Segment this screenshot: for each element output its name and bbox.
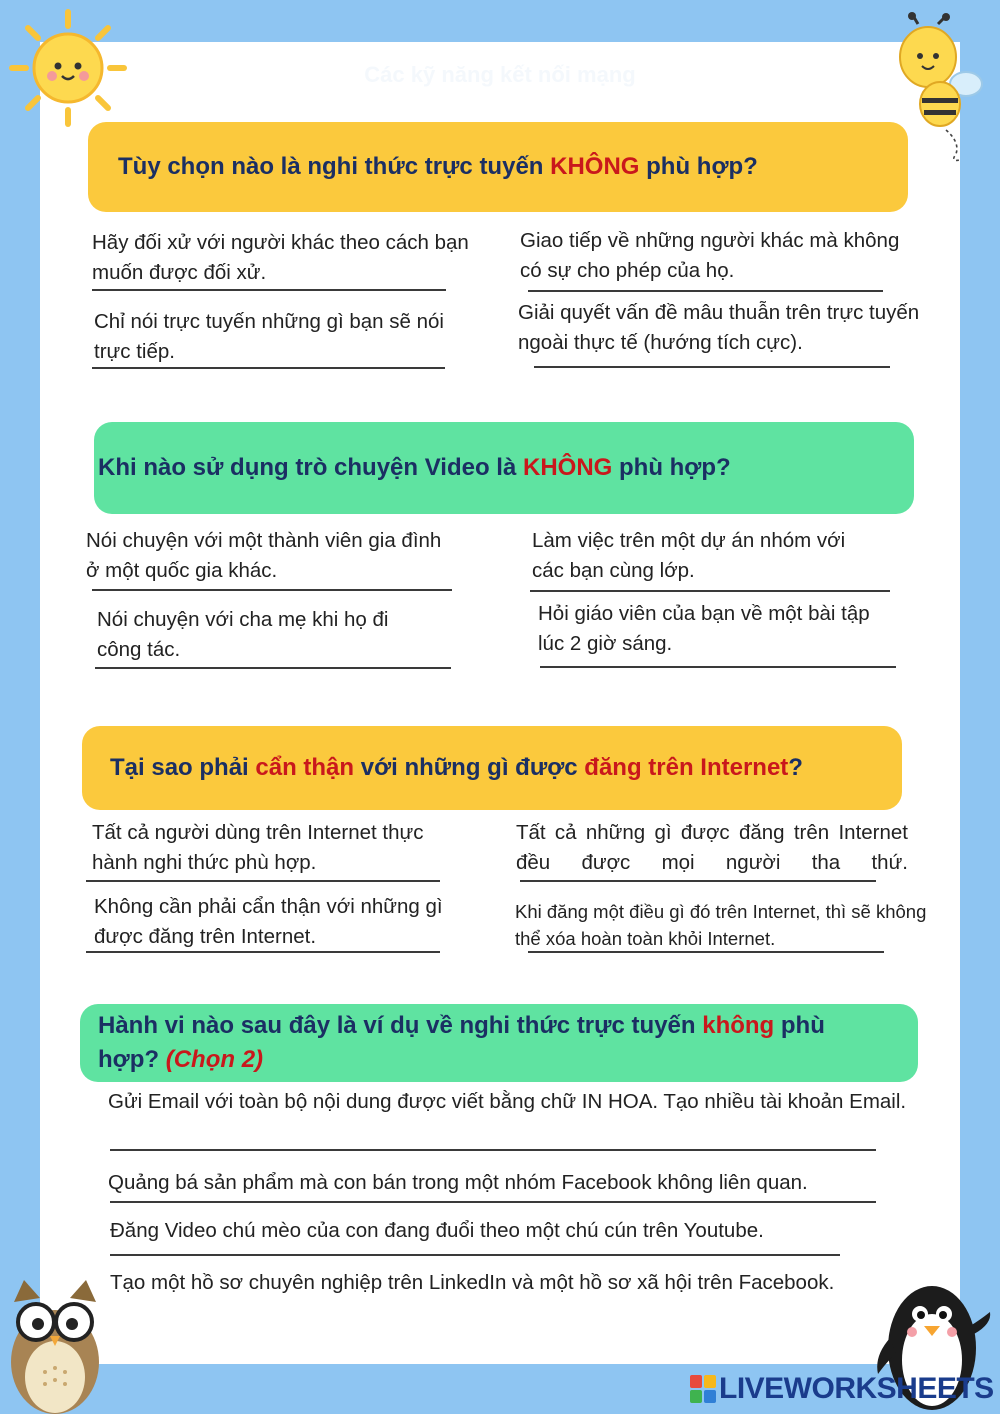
q1-answer-line-1 xyxy=(92,289,446,291)
q3-option-3[interactable]: Không cần phải cẩn thận với những gì được đăng trên Internet. xyxy=(94,895,443,948)
q3-answer-line-3 xyxy=(86,951,440,953)
q4-option-4[interactable]: Tạo một hồ sơ chuyên nghiệp trên LinkedIn và một hồ sơ xã hội trên Facebook. xyxy=(110,1271,835,1294)
q2-option-4[interactable]: Hỏi giáo viên của bạn về một bài tập lúc 2 giờ sáng. xyxy=(538,602,870,655)
q4-option-2[interactable]: Quảng bá sản phẩm mà con bán trong một nhóm Facebook không liên quan. xyxy=(108,1171,808,1194)
question-4-text: Hành vi nào sau đây là ví dụ về nghi thức trực tuyến không phù hợp? (Chọn 2) xyxy=(98,1012,825,1073)
q2-answer-line-3 xyxy=(95,667,451,669)
q4-answer-line-1 xyxy=(110,1149,876,1151)
q1-answer-line-4 xyxy=(534,366,890,368)
q2-option-2[interactable]: Làm việc trên một dự án nhóm với các bạn cùng lớp. xyxy=(532,529,846,582)
q2-option-3[interactable]: Nói chuyện với cha mẹ khi họ đi công tác. xyxy=(97,608,389,661)
q1-answer-line-2 xyxy=(528,290,883,292)
sun-icon xyxy=(8,8,128,128)
liveworksheets-logo xyxy=(690,1372,994,1406)
owl-icon xyxy=(0,1272,110,1414)
q3-answer-line-1 xyxy=(86,880,440,882)
q4-option-3[interactable]: Đăng Video chú mèo của con đang đuổi theo một chú cún trên Youtube. xyxy=(110,1219,764,1242)
q3-answer-line-4 xyxy=(528,951,884,953)
q4-answer-line-3 xyxy=(110,1254,840,1256)
q2-answer-line-4 xyxy=(540,666,896,668)
q2-option-1[interactable]: Nói chuyện với một thành viên gia đình ở một quốc gia khác. xyxy=(86,529,442,582)
q1-option-3[interactable]: Chỉ nói trực tuyến những gì bạn sẽ nói trực tiếp. xyxy=(94,310,444,363)
q2-answer-line-2 xyxy=(530,590,890,592)
q1-answer-line-3 xyxy=(92,367,445,369)
q1-option-2[interactable]: Giao tiếp về những người khác mà không có sự cho phép của họ. xyxy=(520,229,900,282)
question-3-text: Tại sao phải cẩn thận với những gì được đăng trên Internet? xyxy=(110,754,803,781)
q4-answer-line-2 xyxy=(110,1201,876,1203)
q2-answer-line-1 xyxy=(92,589,452,591)
q3-option-1[interactable]: Tất cả người dùng trên Internet thực hành nghi thức phù hợp. xyxy=(92,821,424,874)
question-2-text: Khi nào sử dụng trò chuyện Video là KHÔNG phù hợp? xyxy=(98,454,731,481)
question-1-text: Tùy chọn nào là nghi thức trực tuyến KHÔNG phù hợp? xyxy=(118,153,758,180)
q3-answer-line-2 xyxy=(520,880,876,882)
q1-option-4[interactable]: Giải quyết vấn đề mâu thuẫn trên trực tuyến ngoài thực tế (hướng tích cực). xyxy=(518,301,920,354)
q3-option-4[interactable]: Khi đăng một điều gì đó trên Internet, thì sẽ không thể xóa hoàn toàn khỏi Internet. xyxy=(515,901,927,949)
q4-option-1[interactable]: Gửi Email với toàn bộ nội dung được viết bằng chữ IN HOA. Tạo nhiều tài khoản Email. xyxy=(108,1090,907,1113)
page-title: Các kỹ năng kết nối mạng xyxy=(364,62,636,87)
liveworksheets-mark-icon xyxy=(690,1375,716,1403)
question-2-box xyxy=(94,422,914,514)
question-4-box xyxy=(80,1004,918,1082)
question-3-box xyxy=(82,726,902,810)
brand-name: LIVEWORKSHEETS xyxy=(719,1372,994,1405)
q3-option-2[interactable]: Tất cả những gì được đăng trên Internet đều được mọi người tha thứ. xyxy=(516,821,908,874)
question-1-box xyxy=(88,122,908,212)
q1-option-1[interactable]: Hãy đối xử với người khác theo cách bạn muốn được đối xử. xyxy=(92,231,469,284)
